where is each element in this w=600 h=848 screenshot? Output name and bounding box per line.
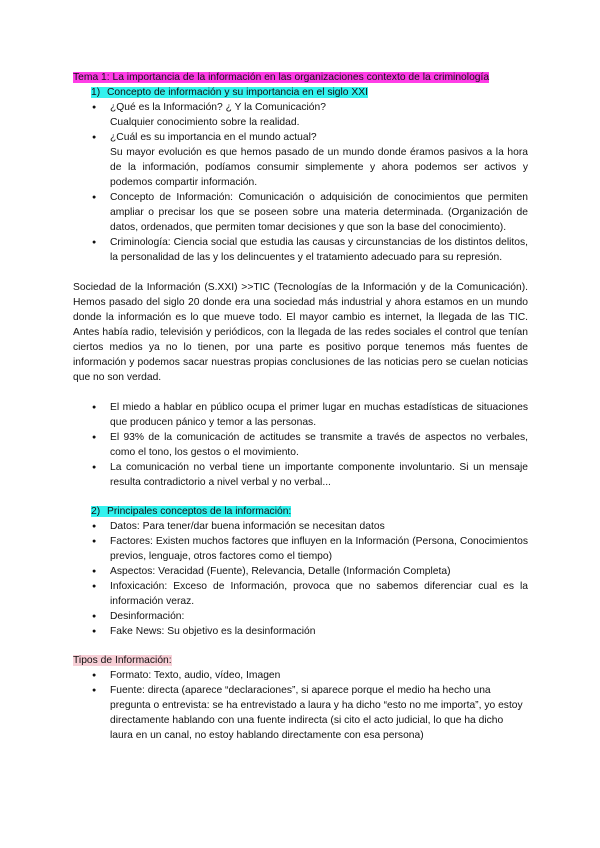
tipos-list xyxy=(73,668,528,743)
list-item: ● Concepto de Información: Comunicación o adquisición de conocimientos que permiten ampliar o precisar los que se poseen sobre una materia determinada. (Organización de datos, ordenados, que permiten tomar decisiones y que son la base del conocimiento). xyxy=(73,190,528,235)
section-1-list xyxy=(73,100,528,265)
list-item: ● ¿Cuál es su importancia en el mundo actual? Su mayor evolución es que hemos pasado de un mundo donde éramos pasivos a la hora de la información, podíamos consumir simplemente y ahora podemos ser activos y podemos compartir información. xyxy=(73,130,528,190)
document-title: Tema 1: La importancia de la información en las organizaciones contexto de la criminología xyxy=(73,72,490,83)
tipos-heading: Tipos de Información: xyxy=(73,655,172,666)
list-item: ● El miedo a hablar en público ocupa el primer lugar en muchas estadísticas de situaciones que producen pánico y temor a las personas. xyxy=(73,400,528,430)
section-2-heading: 2) Principales conceptos de la información: xyxy=(91,506,292,517)
list-item: ● ¿Qué es la Información? ¿ Y la Comunicación? Cualquier conocimiento sobre la realidad. xyxy=(73,100,528,130)
list-item: ● La comunicación no verbal tiene un importante componente involuntario. Si un mensaje resulta contradictorio a nivel verbal y no verbal... xyxy=(73,460,528,490)
facts-list xyxy=(73,400,528,490)
document-page xyxy=(73,70,528,743)
body-paragraph: Sociedad de la Información (S.XXI) >>TIC (Tecnologías de la Información y de la Comunicación). Hemos pasado del siglo 20 donde era una sociedad más industrial y ahora estamos en un mundo donde la información es lo que mueve todo. El mayor cambio es internet, la llegada de las TIC. Antes había radio, televisión y periódicos, con la llegada de las redes sociales el control que tenían ciertos medios ya no lo tienen, por una parte es positivo porque tenemos más fuentes de información y podemos sacar nuestras propias conclusiones de las noticias pero se cuelan noticias que no son verdad. xyxy=(73,282,528,383)
answer-text: Su mayor evolución es que hemos pasado de un mundo donde éramos pasivos a la hora de la información, podíamos consumir simplemente y ahora podemos ser activos y podemos compartir información. xyxy=(110,147,528,188)
list-item: ● Infoxicación: Exceso de Información, provoca que no sabemos diferenciar cual es la información veraz. xyxy=(73,579,528,609)
list-item: ● Fuente: directa (aparece “declaraciones”, si aparece porque el medio ha hecho una pregunta o entrevista: se ha entrevistado a laura y ha dicho “esto no me importa”, yo estoy directamente hablando con una fuente indirecta (si cito el acto judicial, lo que ha dicho laura en un canal, no estoy hablando directamente con esa persona) xyxy=(73,683,528,743)
list-item: ● Desinformación: xyxy=(73,609,528,624)
section-1-heading: 1) Concepto de información y su importancia en el siglo XXI xyxy=(91,87,368,98)
list-item: ● Formato: Texto, audio, vídeo, Imagen xyxy=(73,668,528,683)
section-2-list xyxy=(73,519,528,639)
list-item: ● Factores: Existen muchos factores que influyen en la Información (Persona, Conocimientos previos, lenguaje, otros factores como el tiempo) xyxy=(73,534,528,564)
list-item: ● Aspectos: Veracidad (Fuente), Relevancia, Detalle (Información Completa) xyxy=(73,564,528,579)
list-item: ● Criminología: Ciencia social que estudia las causas y circunstancias de los distintos delitos, la personalidad de las y los delincuentes y el tratamiento adecuado para su represión. xyxy=(73,235,528,265)
list-item: ● Fake News: Su objetivo es la desinformación xyxy=(73,624,528,639)
answer-text: Cualquier conocimiento sobre la realidad. xyxy=(110,117,300,128)
list-item: ● El 93% de la comunicación de actitudes se transmite a través de aspectos no verbales, como el tono, los gestos o el movimiento. xyxy=(73,430,528,460)
list-item: ● Datos: Para tener/dar buena información se necesitan datos xyxy=(73,519,528,534)
